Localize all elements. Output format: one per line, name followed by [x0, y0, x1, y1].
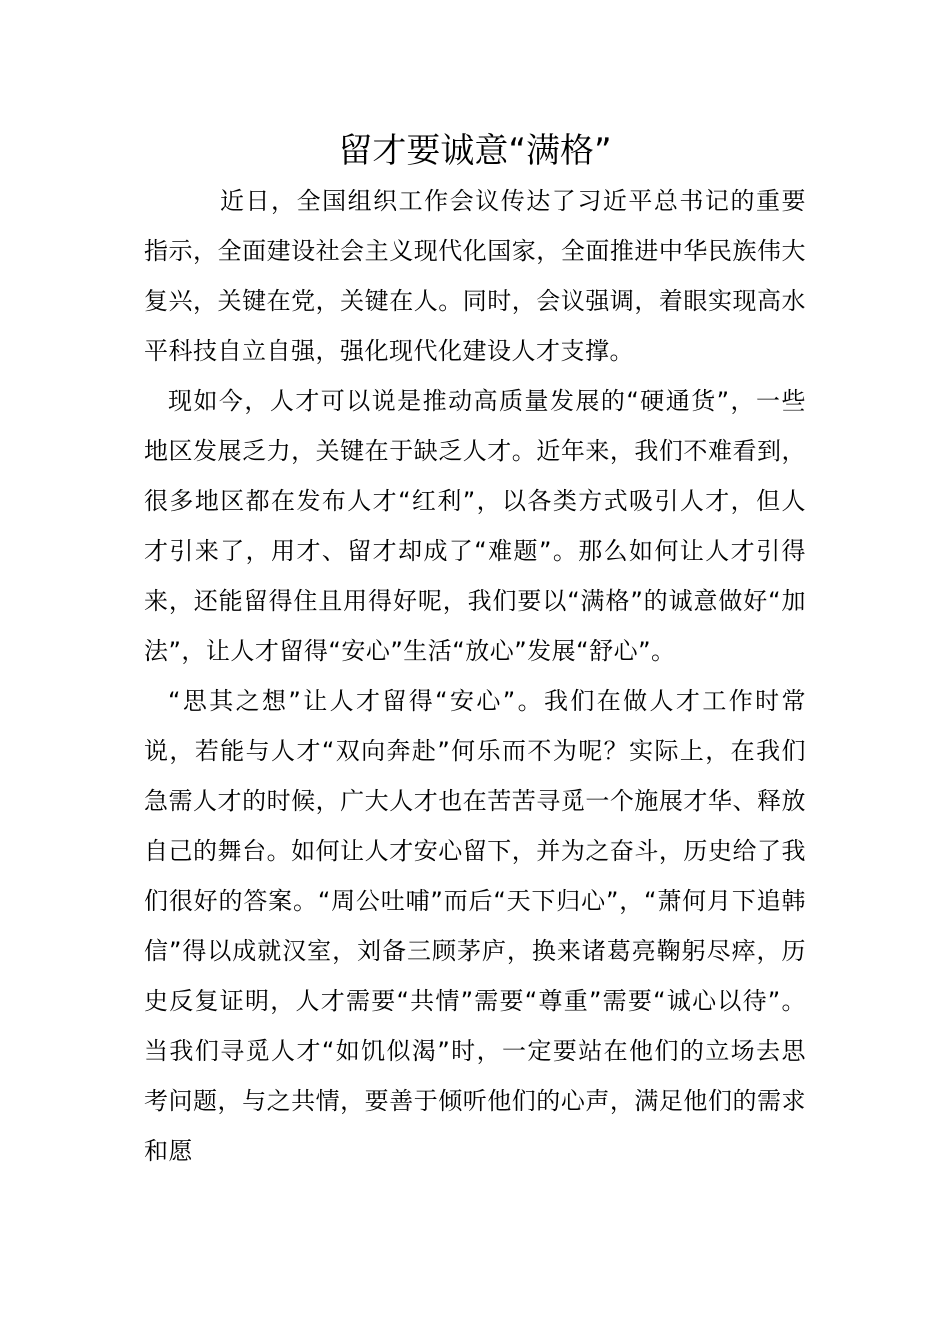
paragraph-intro: 近日，全国组织工作会议传达了习近平总书记的重要指示，全面建设社会主义现代化国家，全面推进中华民族伟大复兴，关键在党，关键在人。同时，会议强调，着眼实现高水平科技自立自强，强化现代化建设人才支撑。	[144, 187, 806, 365]
paragraph-peace-of-mind: “思其之想”让人才留得“安心”。我们在做人才工作时常说，若能与人才“双向奔赴”何乐而不为呢？实际上，在我们急需人才的时候，广大人才也在苦苦寻觅一个施展才华、释放自己的舞台。如何让人才安心留下，并为之奋斗，历史给了我们很好的答案。“周公吐哺”而后“天下归心”，“萧何月下追韩信”得以成就汉室，刘备三顾茅庐，换来诸葛亮鞠躬尽瘁，历史反复证明，人才需要“共情”需要“尊重”需要“诚心以待”。当我们寻觅人才“如饥似渴”时，一定要站在他们的立场去思考问题，与之共情，要善于倾听他们的心声，满足他们的需求和愿	[144, 687, 806, 1165]
document-title: 留才要诚意“满格”	[338, 131, 612, 171]
document-body	[144, 176, 806, 1176]
paragraph-talent-currency: 现如今，人才可以说是推动高质量发展的“硬通货”，一些地区发展乏力，关键在于缺乏人才。近年来，我们不难看到，很多地区都在发布人才“红利”，以各类方式吸引人才，但人才引来了，用才、留才却成了“难题”。那么如何让人才引得来，还能留得住且用得好呢，我们要以“满格”的诚意做好“加法”，让人才留得“安心”生活“放心”发展“舒心”。	[144, 387, 806, 665]
